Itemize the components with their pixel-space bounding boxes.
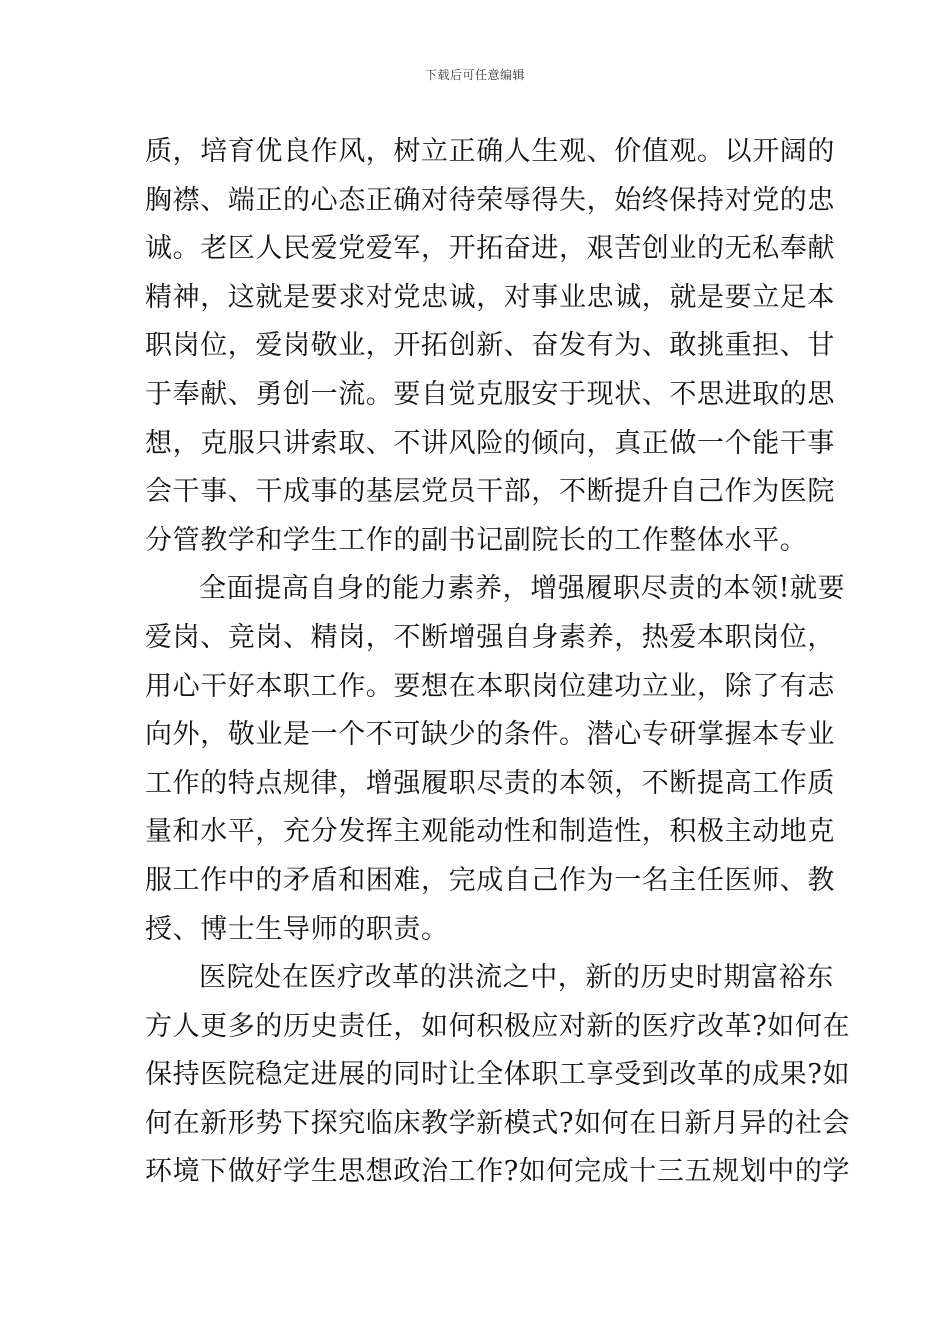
body-line: 授、博士生导师的职责。 <box>145 913 449 945</box>
body-line: 会干事、干成事的基层党员干部，不断提升自己作为医院 <box>145 476 835 508</box>
body-line: 爱岗、竞岗、精岗，不断增强自身素养，热爱本职岗位， <box>145 621 835 653</box>
body-line: 量和水平，充分发挥主观能动性和制造性，积极主动地克 <box>145 816 835 848</box>
body-line: 胸襟、端正的心态正确对待荣辱得失，始终保持对党的忠 <box>145 184 835 216</box>
body-line: 向外，敬业是一个不可缺少的条件。潜心专研掌握本专业 <box>145 719 835 751</box>
body-line: 环境下做好学生思想政治工作?如何完成十三五规划中的学 <box>145 1156 851 1188</box>
body-line: 保持医院稳定进展的同时让全体职工享受到改革的成果?如 <box>145 1059 851 1091</box>
body-line: 想，克服只讲索取、不讲风险的倾向，真正做一个能干事 <box>145 427 835 459</box>
body-line: 职岗位，爱岗敬业，开拓创新、奋发有为、敢挑重担、甘 <box>145 330 835 362</box>
body-line: 于奉献、勇创一流。要自觉克服安于现状、不思进取的思 <box>145 378 835 410</box>
page-header-note: 下载后可任意编辑 <box>424 68 525 82</box>
body-line: 方人更多的历史责任，如何积极应对新的医疗改革?如何在 <box>145 1010 851 1042</box>
body-line: 质，培育优良作风，树立正确人生观、价值观。以开阔的 <box>145 136 835 167</box>
paragraph-first-line: 医院处在医疗改革的洪流之中，新的历史时期富裕东 <box>199 962 834 994</box>
paragraph-first-line: 全面提高自身的能力素养，增强履职尽责的本领!就要 <box>199 573 846 605</box>
body-line: 诚。老区人民爱党爱军，开拓奋进，艰苦创业的无私奉献 <box>145 233 835 265</box>
body-line: 服工作中的矛盾和困难，完成自己作为一名主任医师、教 <box>145 864 835 896</box>
document-body <box>145 128 851 1197</box>
body-line: 用心干好本职工作。要想在本职岗位建功立业，除了有志 <box>145 670 835 702</box>
body-line: 何在新形势下探究临床教学新模式?如何在日新月异的社会 <box>145 1107 851 1139</box>
body-line: 精神，这就是要求对党忠诚，对事业忠诚，就是要立足本 <box>145 281 835 313</box>
body-line: 工作的特点规律，增强履职尽责的本领，不断提高工作质 <box>145 767 835 799</box>
body-line: 分管教学和学生工作的副书记副院长的工作整体水平。 <box>145 524 808 556</box>
